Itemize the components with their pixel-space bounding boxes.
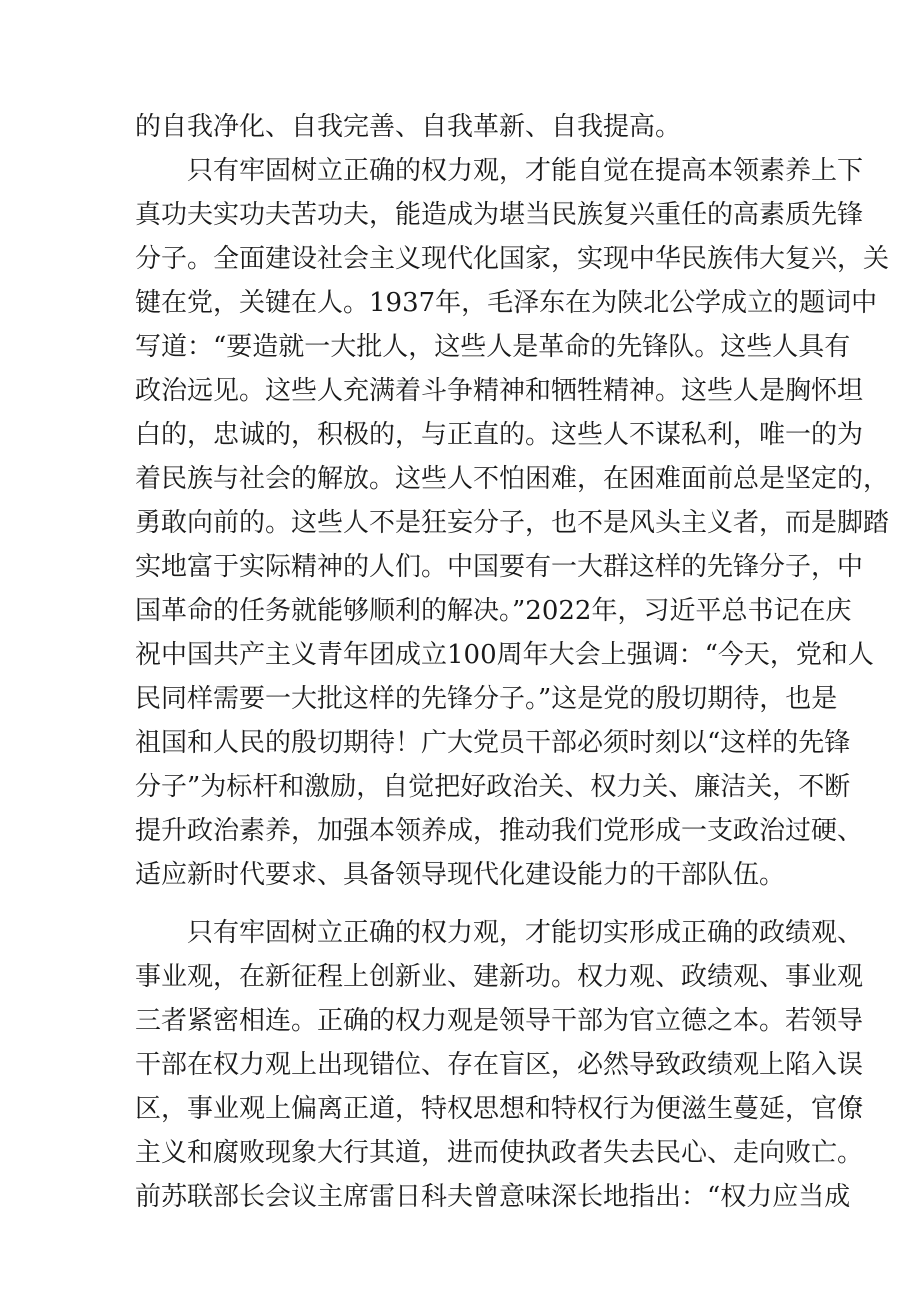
text-line: 事业观，在新征程上创新业、建新功。权力观、政绩观、事业观	[135, 962, 864, 992]
text-line: 三者紧密相连。正确的权力观是领导干部为官立德之本。若领导	[135, 1006, 864, 1036]
text-line: 民同样需要一大批这样的先锋分子。”这是党的殷切期待，也是	[135, 684, 838, 714]
text-line: 白的，忠诚的，积极的，与正直的。这些人不谋私利，唯一的为	[135, 420, 864, 450]
text-line: 真功夫实功夫苦功夫，能造成为堪当民族复兴重任的高素质先锋	[135, 200, 864, 230]
paragraph-first-line: 只有牢固树立正确的权力观，才能自觉在提高本领素养上下	[187, 156, 864, 186]
text-line: 祖国和人民的殷切期待！广大党员干部必须时刻以“这样的先锋	[135, 728, 851, 758]
text-line: 分子。全面建设社会主义现代化国家，实现中华民族伟大复兴，关	[135, 244, 890, 274]
text-line: 勇敢向前的。这些人不是狂妄分子，也不是风头主义者，而是脚踏	[135, 508, 890, 538]
text-line: 键在党，关键在人。1937年，毛泽东在为陕北公学成立的题词中	[135, 288, 878, 318]
text-line: 干部在权力观上出现错位、存在盲区，必然导致政绩观上陷入误	[135, 1050, 864, 1080]
paragraph-first-line: 只有牢固树立正确的权力观，才能切实形成正确的政绩观、	[187, 918, 864, 948]
text-line: 区，事业观上偏离正道，特权思想和特权行为便滋生蔓延，官僚	[135, 1094, 864, 1124]
text-line: 政治远见。这些人充满着斗争精神和牺牲精神。这些人是胸怀坦	[135, 376, 864, 406]
text-line: 写道：“要造就一大批人，这些人是革命的先锋队。这些人具有	[135, 332, 851, 362]
text-line: 提升政治素养，加强本领养成，推动我们党形成一支政治过硬、	[135, 816, 864, 846]
text-line: 国革命的任务就能够顺利的解决。”2022年，习近平总书记在庆	[135, 596, 852, 626]
text-line: 祝中国共产主义青年团成立100周年大会上强调：“今天，党和人	[135, 640, 874, 670]
text-line: 适应新时代要求、具备领导现代化建设能力的干部队伍。	[135, 860, 786, 890]
text-line: 着民族与社会的解放。这些人不怕困难，在困难面前总是坚定的，	[135, 464, 890, 494]
text-line: 主义和腐败现象大行其道，进而使执政者失去民心、走向败亡。	[135, 1138, 864, 1168]
text-line: 实地富于实际精神的人们。中国要有一大群这样的先锋分子，中	[135, 552, 864, 582]
text-line: 分子”为标杆和激励，自觉把好政治关、权力关、廉洁关，不断	[135, 772, 851, 802]
text-line: 的自我净化、自我完善、自我革新、自我提高。	[135, 112, 682, 142]
text-line: 前苏联部长会议主席雷日科夫曾意味深长地指出：“权力应当成	[135, 1182, 851, 1212]
